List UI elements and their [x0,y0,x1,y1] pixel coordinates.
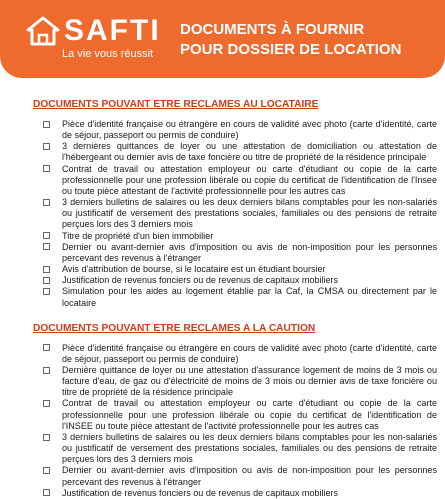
section-title-locataire: DOCUMENTS POUVANT ETRE RECLAMES AU LOCATAIRE [33,99,319,110]
brand-name: SAFTI [64,14,161,47]
checkbox-icon[interactable] [43,367,50,374]
checklist-item-text: Dernier ou avant-dernier avis d'imposition ou avis de non-imposition pour les personnes percevant des revenus à l'étranger [62,465,437,487]
checklist-item-text: Justification de revenus fonciers ou de revenus de capitaux mobiliers [62,487,339,498]
checklist-item [62,197,437,230]
checklist-item [62,242,437,264]
checkbox-icon[interactable] [43,288,50,295]
checkbox-icon[interactable] [43,266,50,273]
checklist-item-text: Dernier ou avant-dernier avis d'imposition ou avis de non-imposition pour les personnes percevant des revenus à l'étranger [62,241,437,263]
page-title [180,20,430,60]
page-title-line-2: POUR DOSSIER DE LOCATION [180,41,402,58]
checklist-item [62,119,437,141]
checkbox-icon[interactable] [43,344,50,351]
checkbox-icon[interactable] [43,165,50,172]
brand-tagline: La vie vous réussit [62,48,154,60]
checklist-item-text: Justification de revenus fonciers ou de revenus de capitaux mobiliers [62,275,339,286]
checklist-item [62,264,437,275]
page-title-line-1: DOCUMENTS À FOURNIR [180,21,365,38]
checklist-item-text: 3 dernières quittances de loyer ou une attestation de domiciliation ou attestation de l'hébergeant ou dernier avis de taxe foncière ou titre de propriété de la résidence principale [62,141,437,163]
checklist-item [62,275,437,286]
checklist-item [62,465,437,487]
checklist-item-text: Titre de propriété d'un bien immobilier [62,230,214,241]
checkbox-icon[interactable] [43,121,50,128]
checklist-locataire [0,119,445,309]
checkbox-icon[interactable] [43,467,50,474]
checkbox-icon[interactable] [43,232,50,239]
checklist-item-text: Avis d'attribution de bourse, si le locataire est un étudiant boursier [62,264,326,275]
checklist-item [62,343,437,365]
safti-logo [18,10,168,66]
checklist-caution [0,343,445,499]
checklist-item [62,398,437,431]
checkbox-icon[interactable] [43,243,50,250]
checklist-item-text: Pièce d'identité française ou étrangère en cours de validité avec photo (carte d'identité, carte de séjour, passeport ou permis de conduire) [62,342,437,364]
section-caution [0,322,445,499]
checklist-item-text: Simulation pour les aides au logement établie par la Caf, la CMSA ou directement par le locataire [62,286,437,308]
checklist-item [62,432,437,465]
checkbox-icon[interactable] [43,277,50,284]
checklist-item [62,286,437,308]
section-locataire [0,98,445,309]
checklist-item-text: Pièce d'identité française ou étrangère en cours de validité avec photo (carte d'identité, carte de séjour, passeport ou permis de conduire) [62,119,437,141]
checklist-item [62,231,437,242]
checkbox-icon[interactable] [43,434,50,441]
checkbox-icon[interactable] [43,489,50,496]
checklist-item [62,365,437,398]
checkbox-icon[interactable] [43,143,50,150]
section-title-caution: DOCUMENTS POUVANT ETRE RECLAMES A LA CAUTION [33,322,316,334]
checklist-item [62,488,437,499]
checkbox-icon[interactable] [43,400,50,407]
checklist-item [62,164,437,197]
checklist-item-text: 3 derniers bulletins de salaires ou les deux derniers bilans comptables pour les non-salariés ou justificatif de versement des prestations sociales, familiales ou des pensions de retraite perçues lors des 3 derniers mois [62,431,437,465]
checklist-item [62,141,437,163]
checklist-item-text: 3 derniers bulletins de salaires ou les deux derniers bilans comptables pour les non-salariés ou justificatif de versement des prestations sociales, familiales ou des pensions de retraite perçues lors des 3 derniers mois [62,197,437,230]
checklist-item-text: Dernière quittance de loyer ou une attestation d'assurance logement de moins de 3 mois ou facture d'eau, de gaz ou d'électricité de moins de 3 mois ou dernier avis de taxe foncière ou titre de propriété de la résidence principale [62,364,437,398]
page-header [0,0,445,78]
checkbox-icon[interactable] [43,199,50,206]
checklist-item-text: Contrat de travail ou attestation employeur ou carte d'étudiant ou copie de la carte professionnelle pour une profession libérale ou copie du certificat de l'identification de l'Insee ou toute pièce attestant de l'activité professionnelle pour les autres cas [62,163,437,196]
house-logo-icon [26,16,60,46]
checklist-item-text: Contrat de travail ou attestation employeur ou carte d'étudiant ou copie de la carte professionnelle pour une profession libérale ou copie du certificat de l'identification de l'INSEE ou toute pièce attestant de l'activité professionnelle pour les autres cas [62,398,437,431]
document-body [0,98,445,499]
